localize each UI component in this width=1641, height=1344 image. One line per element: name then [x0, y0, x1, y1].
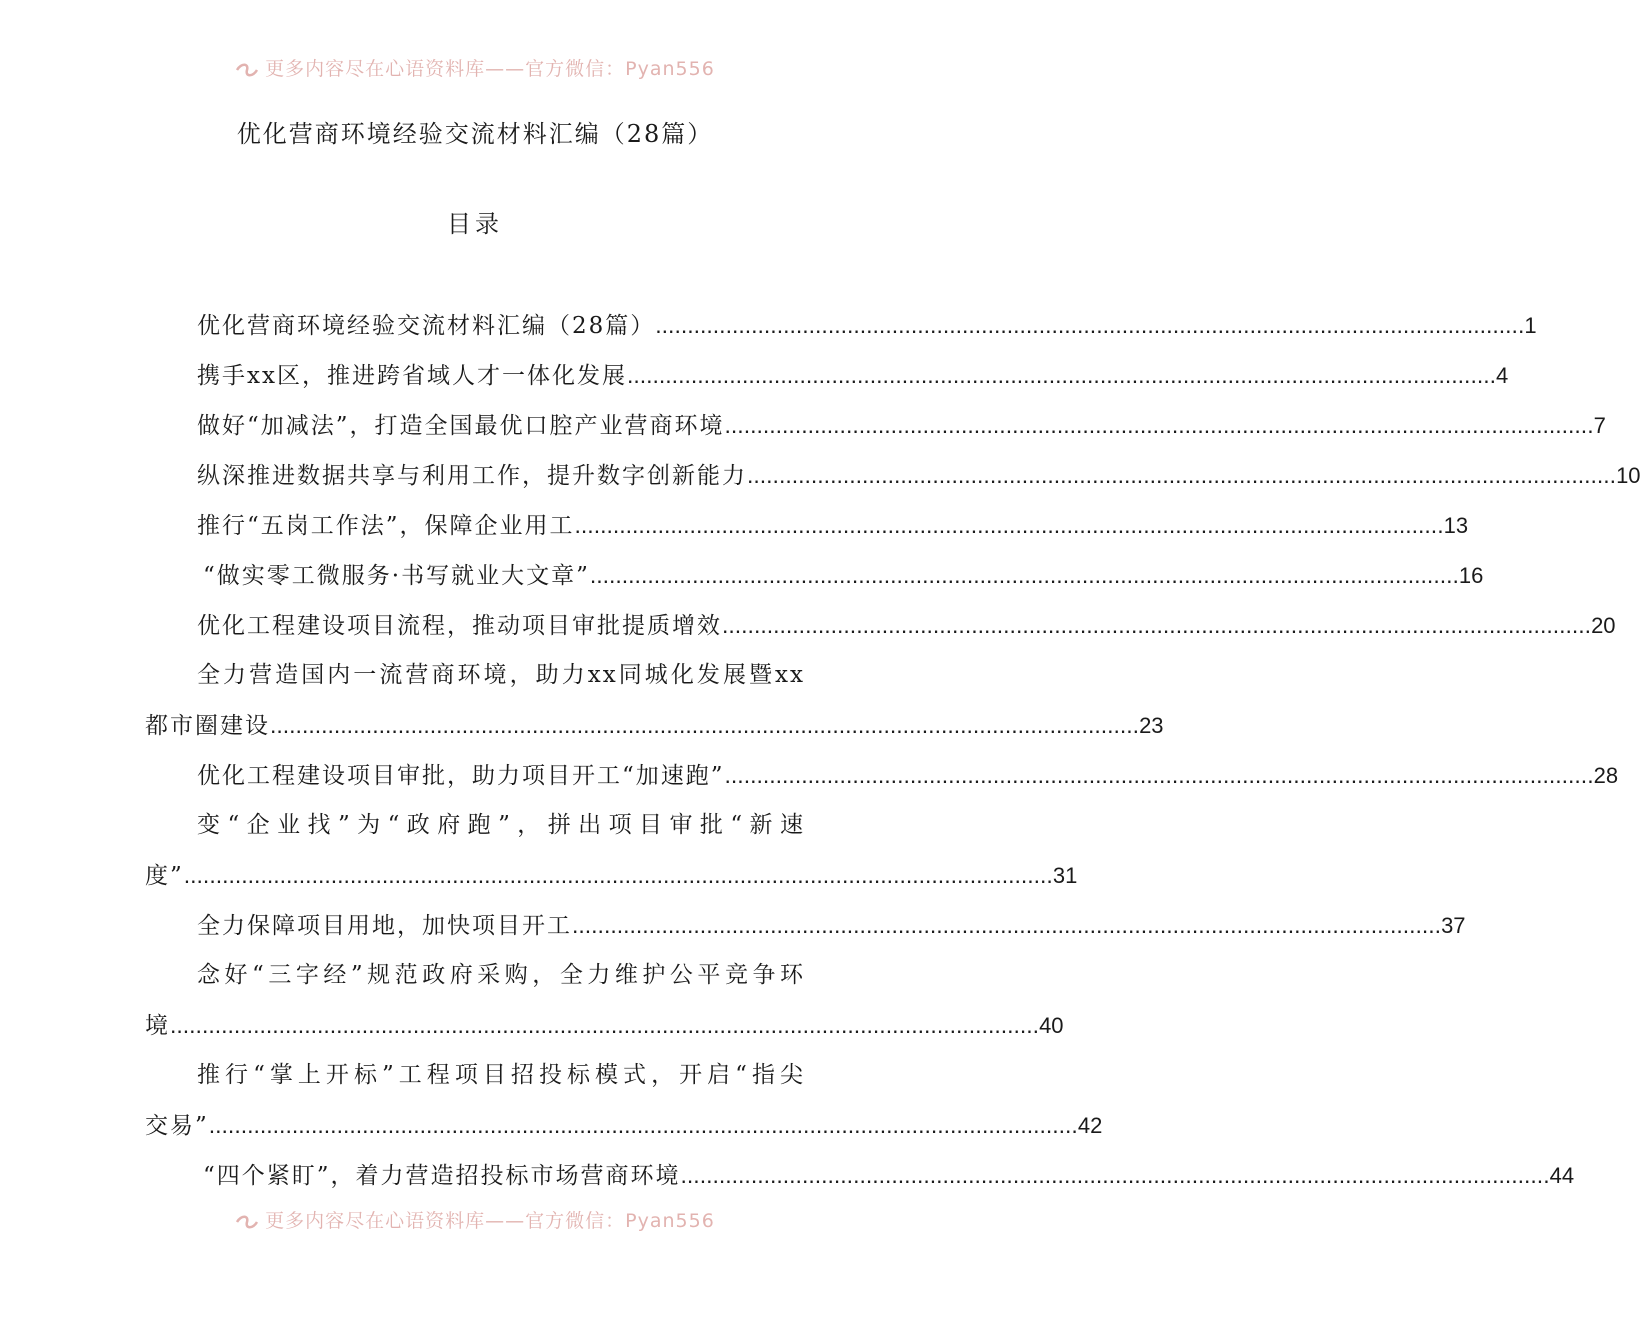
- toc-entry-text: 推行“五岗工作法”，保障企业用工: [197, 513, 575, 539]
- toc-entry-page: 1: [1524, 313, 1537, 338]
- toc-entry-10[interactable]: [145, 850, 1078, 900]
- toc-entry-text: 优化营商环境经验交流材料汇编（28篇）: [197, 313, 656, 339]
- toc-entry-7[interactable]: [145, 600, 1616, 650]
- toc-entry-10-line1[interactable]: 变“企业找”为“政府跑”，拼出项目审批“新速: [197, 812, 805, 838]
- toc-entry-text: 优化工程建设项目审批，助力项目开工“加速跑”: [197, 763, 725, 789]
- toc-heading: 目录: [447, 210, 503, 238]
- toc-entry-13[interactable]: [145, 1100, 1103, 1150]
- toc-entry-text: 度”: [145, 863, 184, 889]
- toc-entry-text: 交易”: [145, 1113, 209, 1139]
- toc-entry-8[interactable]: [145, 700, 1164, 750]
- toc-entry-text: 纵深推进数据共享与利用工作，提升数字创新能力: [197, 463, 747, 489]
- toc-entry-page: 31: [1052, 863, 1078, 888]
- toc-leader-dots: [722, 600, 1591, 650]
- toc-entry-page: 28: [1593, 763, 1619, 788]
- toc-leader-dots: [747, 450, 1616, 500]
- toc-leader-dots: [655, 300, 1524, 350]
- toc-entry-page: 10: [1616, 463, 1641, 488]
- toc-entry-1[interactable]: [145, 300, 1537, 350]
- toc-entry-12[interactable]: [145, 1000, 1064, 1050]
- toc-entry-text: 优化工程建设项目流程，推动项目审批提质增效: [197, 613, 722, 639]
- toc-leader-dots: [170, 1000, 1039, 1050]
- toc-entry-text: 携手xx区，推进跨省域人才一体化发展: [197, 363, 627, 389]
- toc-entry-8-line1[interactable]: 全力营造国内一流营商环境，助力xx同城化发展暨xx: [197, 662, 805, 688]
- toc-entry-5[interactable]: [145, 500, 1469, 550]
- toc-entry-page: 42: [1077, 1113, 1103, 1138]
- toc-entry-text: “四个紧盯”，着力营造招投标市场营商环境: [203, 1163, 681, 1189]
- toc-entry-page: 40: [1039, 1013, 1064, 1038]
- toc-entry-page: 16: [1458, 563, 1484, 588]
- toc-entry-text: 全力保障项目用地，加快项目开工: [197, 913, 572, 939]
- toc-leader-dots: [627, 350, 1496, 400]
- toc-leader-dots: [572, 900, 1441, 950]
- document-title: 优化营商环境经验交流材料汇编（28篇）: [236, 120, 714, 148]
- toc-leader-dots: [270, 700, 1139, 750]
- toc-leader-dots: [184, 850, 1053, 900]
- watermark-text: 更多内容尽在心语资料库——官方微信：Pyan556: [265, 58, 715, 80]
- watermark-text: 更多内容尽在心语资料库——官方微信：Pyan556: [265, 1210, 715, 1232]
- toc-entry-page: 37: [1441, 913, 1466, 938]
- toc-entry-page: 23: [1139, 713, 1164, 738]
- toc-entry-2[interactable]: [145, 350, 1509, 400]
- toc-entry-page: 13: [1443, 513, 1469, 538]
- watermark-logo-icon: [235, 1213, 259, 1231]
- toc-entry-3[interactable]: [145, 400, 1606, 450]
- toc-leader-dots: [725, 750, 1594, 800]
- toc-entry-14[interactable]: [145, 1150, 1575, 1200]
- toc-entry-text: 做好“加减法”，打造全国最优口腔产业营商环境: [197, 413, 725, 439]
- toc-entry-13-line1[interactable]: 推行“掌上开标”工程项目招投标模式，开启“指尖: [197, 1062, 805, 1088]
- toc-entry-page: 20: [1591, 613, 1616, 638]
- toc-entry-text: 境: [145, 1013, 170, 1039]
- toc-entry-4[interactable]: [145, 450, 1641, 500]
- toc-entry-12-line1[interactable]: 念好“三字经”规范政府采购，全力维护公平竞争环: [197, 962, 805, 988]
- toc-entry-page: 7: [1593, 413, 1606, 438]
- toc-entry-page: 44: [1549, 1163, 1575, 1188]
- toc-leader-dots: [575, 500, 1444, 550]
- toc-entry-9[interactable]: [145, 750, 1619, 800]
- toc-leader-dots: [590, 550, 1459, 600]
- toc-leader-dots: [725, 400, 1594, 450]
- toc-leader-dots: [681, 1150, 1550, 1200]
- watermark-logo-icon: [235, 61, 259, 79]
- toc-leader-dots: [209, 1100, 1078, 1150]
- toc-entry-11[interactable]: [145, 900, 1466, 950]
- toc-entry-page: 4: [1496, 363, 1509, 388]
- table-of-contents: [145, 300, 1641, 1200]
- watermark-bottom: [0, 1208, 950, 1234]
- toc-entry-text: 都市圈建设: [145, 713, 270, 739]
- toc-entry-text: “做实零工微服务·书写就业大文章”: [203, 563, 590, 589]
- toc-entry-6[interactable]: [145, 550, 1484, 600]
- watermark-top: [0, 56, 950, 82]
